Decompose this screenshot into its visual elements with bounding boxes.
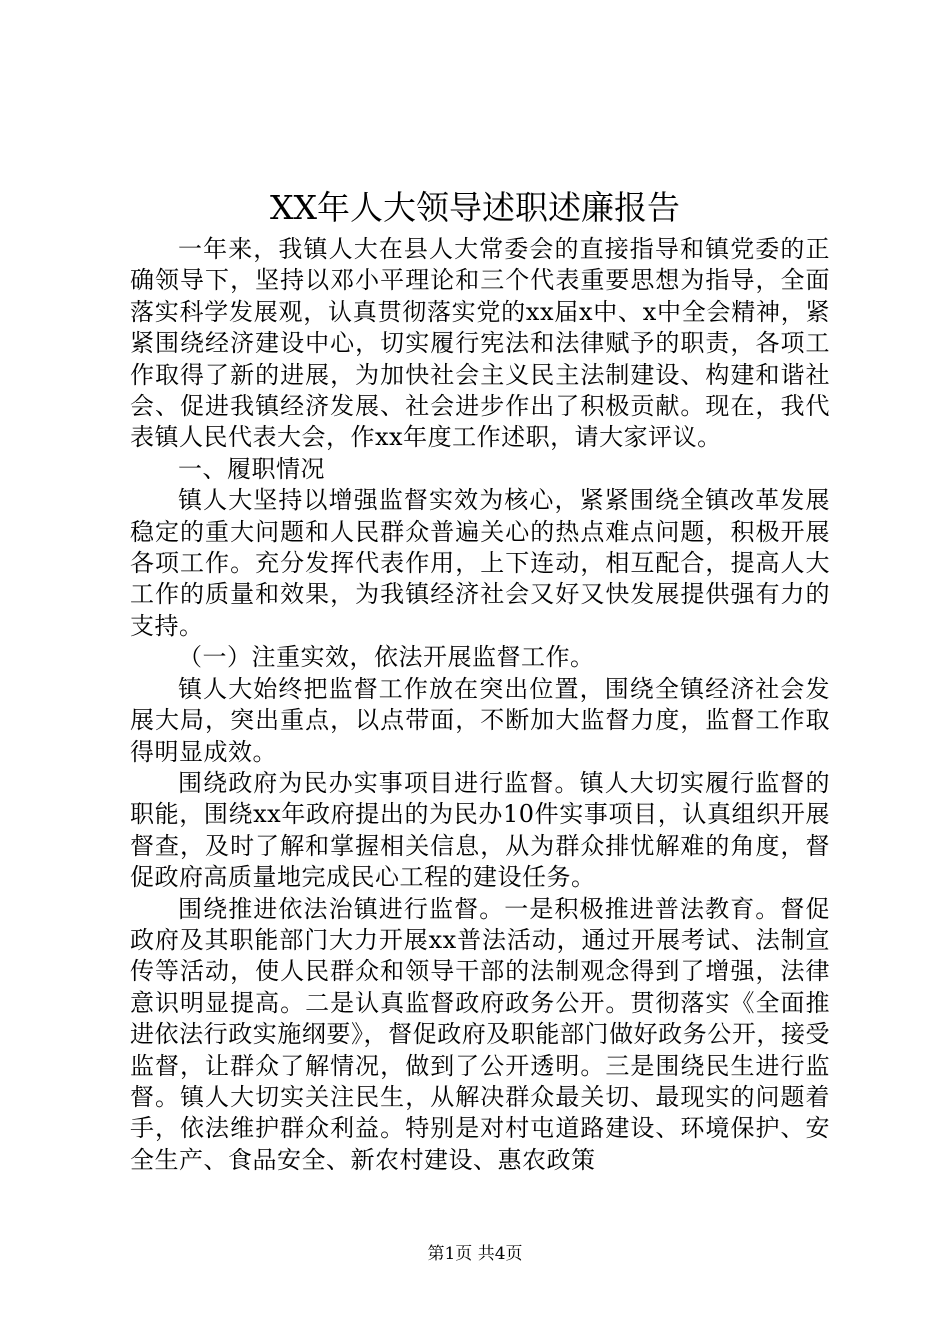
- paragraph-duty-overview: 镇人大坚持以增强监督实效为核心，紧紧围绕全镇改革发展稳定的重大问题和人民群众普遍关心的热点难点问题，积极开展各项工作。充分发挥代表作用，上下连动，相互配合，提高人大工作的质量和效果，为我镇经济社会又好又快发展提供强有力的支持。: [130, 486, 830, 640]
- page-footer: 第1页 共4页: [427, 1244, 523, 1264]
- document-body: [130, 234, 830, 1176]
- document-title: XX年人大领导述职述廉报告: [270, 188, 680, 227]
- section-heading-duty: 一、履职情况: [178, 454, 325, 483]
- paragraph-supervision-overview: 镇人大始终把监督工作放在突出位置，围绕全镇经济社会发展大局，突出重点，以点带面，不断加大监督力度，监督工作取得明显成效。: [130, 674, 830, 766]
- paragraph-rule-of-law: 围绕推进依法治镇进行监督。一是积极推进普法教育。督促政府及其职能部门大力开展xx普法活动，通过开展考试、法制宣传等活动，使人民群众和领导干部的法制观念得到了增强，法律意识明显提高。二是认真监督政府政务公开。贯彻落实《全面推进依法行政实施纲要》，督促政府及职能部门做好政务公开，接受监督，让群众了解情况，做到了公开透明。三是围绕民生进行监督。镇人大切实关注民生，从解决群众最关切、最现实的问题着手，依法维护群众利益。特别是对村屯道路建设、环境保护、安全生产、食品安全、新农村建设、惠农政策: [130, 894, 830, 1174]
- subsection-heading-supervision: （一）注重实效，依法开展监督工作。: [178, 643, 595, 672]
- paragraph-practical-projects: 围绕政府为民办实事项目进行监督。镇人大切实履行监督的职能，围绕xx年政府提出的为民办10件实事项目，认真组织开展督查，及时了解和掌握相关信息，从为群众排忧解难的角度，督促政府高质量地完成民心工程的建设任务。: [130, 768, 830, 892]
- paragraph-intro: 一年来，我镇人大在县人大常委会的直接指导和镇党委的正确领导下，坚持以邓小平理论和三个代表重要思想为指导，全面落实科学发展观，认真贯彻落实党的xx届x中、x中全会精神，紧紧围绕经济建设中心，切实履行宪法和法律赋予的职责，各项工作取得了新的进展，为加快社会主义民主法制建设、构建和谐社会、促进我镇经济发展、社会进步作出了积极贡献。现在，我代表镇人民代表大会，作xx年度工作述职，请大家评议。: [130, 235, 830, 452]
